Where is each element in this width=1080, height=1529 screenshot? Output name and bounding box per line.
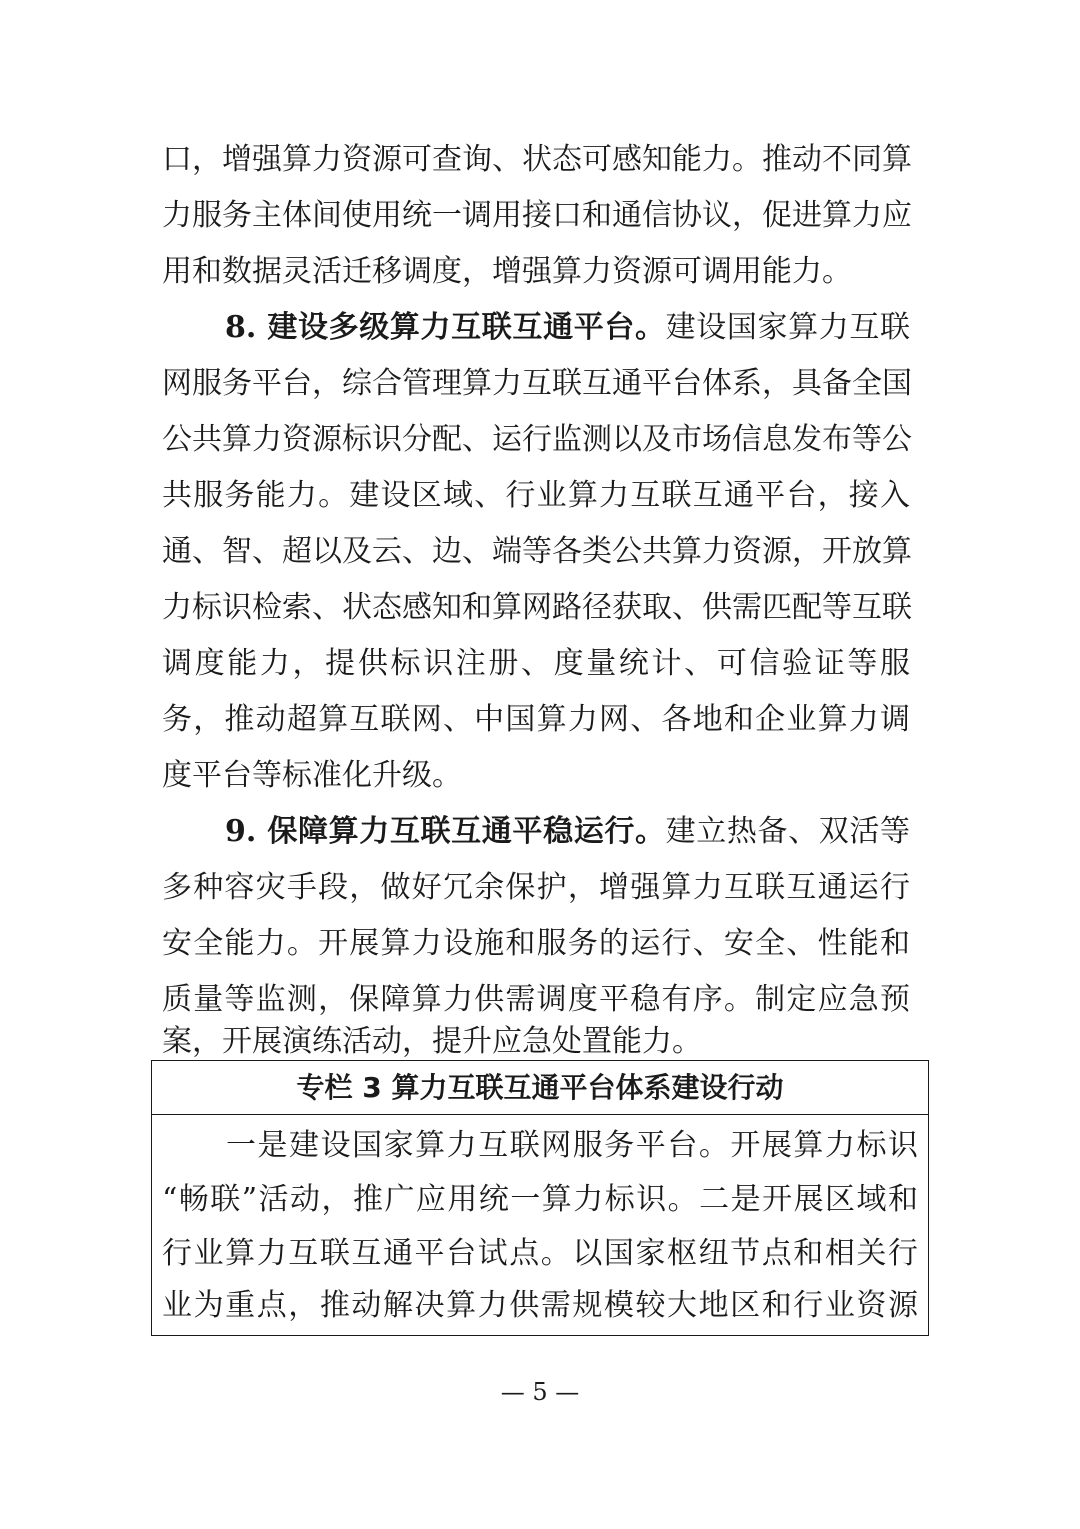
text-line: 通、智、超以及云、边、端等各类公共算力资源，开放算 (162, 534, 912, 569)
page-number: — 5 — (500, 1378, 580, 1406)
text-line: 调度能力，提供标识注册、度量统计、可信验证等服 (162, 646, 910, 681)
text-fragment: 建立热备、双活等 (665, 814, 911, 849)
box-text-line: “畅联”活动，推广应用统一算力标识。二是开展区域和 (162, 1182, 918, 1217)
box-text-line: 行业算力互联互通平台试点。以国家枢纽节点和相关行 (162, 1236, 918, 1271)
box-text-line: 一是建设国家算力互联网服务平台。开展算力标识 (226, 1128, 918, 1163)
text-line: 质量等监测，保障算力供需调度平稳有序。制定应急预 (162, 982, 910, 1017)
section-8-first-line (225, 300, 910, 356)
section-8-heading: 8. 建设多级算力互联互通平台。 (225, 310, 666, 345)
text-line: 案，开展演练活动，提升应急处置能力。 (162, 1024, 702, 1059)
text-fragment: 建设国家算力互联 (665, 310, 911, 345)
text-line: 用和数据灵活迁移调度，增强算力资源可调用能力。 (162, 254, 852, 289)
text-line: 共服务能力。建设区域、行业算力互联互通平台，接入 (162, 478, 910, 513)
column-box-title: 专栏 3 算力互联互通平台体系建设行动 (152, 1061, 928, 1115)
box-text-line: 业为重点，推动解决算力供需规模较大地区和行业资源 (162, 1288, 918, 1323)
text-line: 务，推动超算互联网、中国算力网、各地和企业算力调 (162, 702, 910, 737)
text-line: 度平台等标准化升级。 (162, 758, 462, 793)
text-line: 力服务主体间使用统一调用接口和通信协议，促进算力应 (162, 198, 912, 233)
text-line: 口，增强算力资源可查询、状态可感知能力。推动不同算 (162, 142, 912, 177)
text-line: 多种容灾手段，做好冗余保护，增强算力互联互通运行 (162, 870, 910, 905)
text-line: 力标识检索、状态感知和算网路径获取、供需匹配等互联 (162, 590, 912, 625)
column-box (151, 1060, 929, 1336)
text-line: 安全能力。开展算力设施和服务的运行、安全、性能和 (162, 926, 910, 961)
text-line: 公共算力资源标识分配、运行监测以及市场信息发布等公 (162, 422, 912, 457)
section-9-heading: 9. 保障算力互联互通平稳运行。 (225, 814, 666, 849)
section-9-first-line (225, 804, 910, 860)
text-line: 网服务平台，综合管理算力互联互通平台体系，具备全国 (162, 366, 912, 401)
